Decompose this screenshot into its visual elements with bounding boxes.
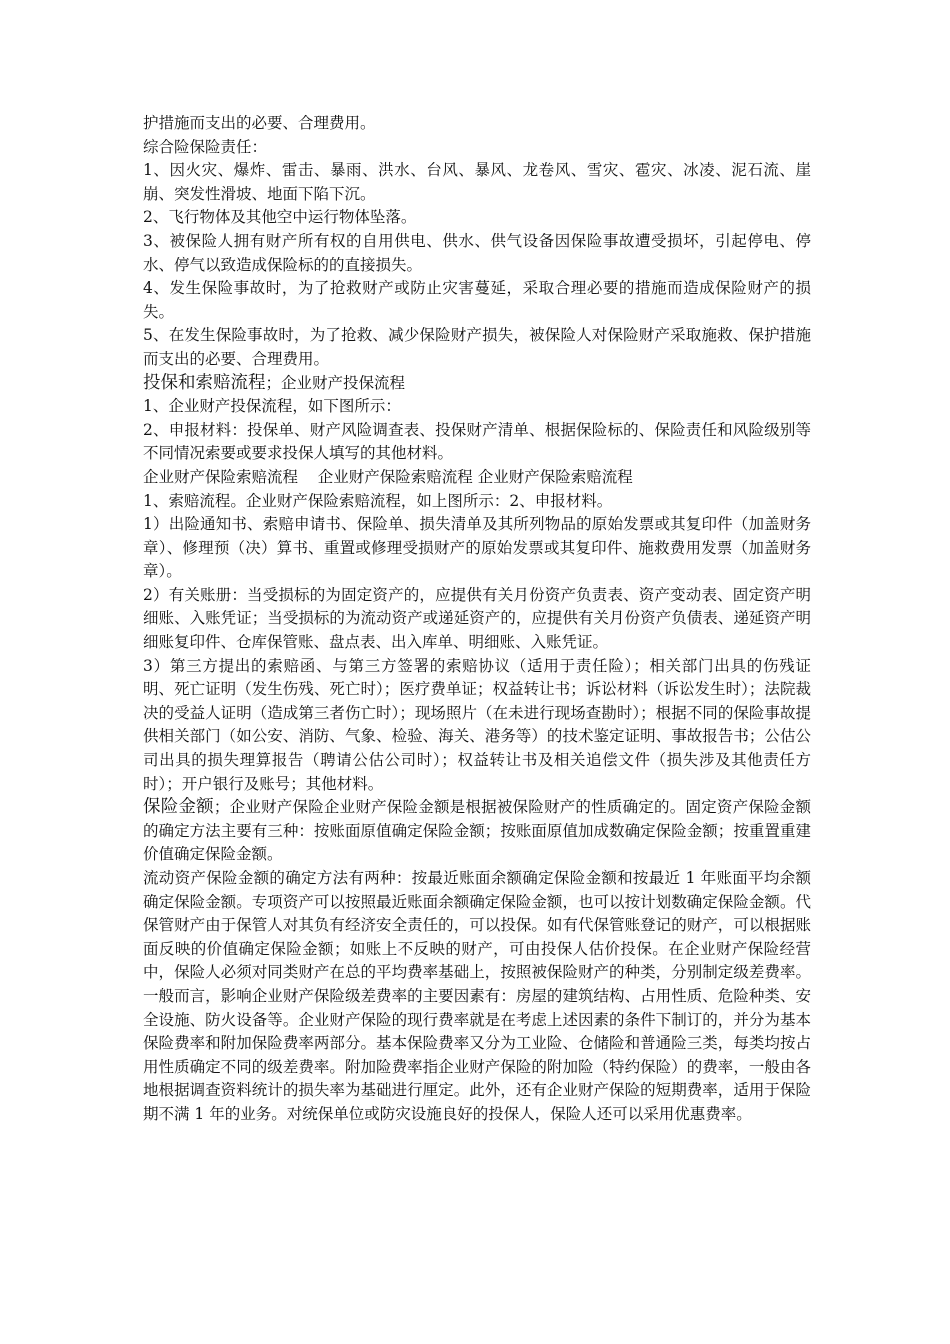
paragraph: 1、企业财产投保流程，如下图所示： — [143, 397, 401, 416]
section-heading-rest: ；企业财产投保流程 — [265, 373, 406, 392]
paragraph: 1、因火灾、爆炸、雷击、暴雨、洪水、台风、暴风、龙卷风、雪灾、雹灾、冰凌、泥石流、崖崩、突发性滑坡、地面下陷下沉。 — [143, 161, 811, 203]
paragraph: 3、被保险人拥有财产所有权的自用供电、供水、供气设备因保险事故遭受损坏，引起停电、停水、停气以致造成保险标的的直接损失。 — [143, 231, 811, 274]
section-heading-rest: ；企业财产保险企业财产保险金额是根据被保险财产的性质确定的。固定资产保险金额的确定方法主要有三种：按账面原值确定保险金额；按账面原值加成数确定保险金额；按重置重建价值确定保险金额。 — [143, 798, 812, 864]
section-heading: 保险金额 — [143, 797, 214, 818]
paragraph: 流动资产保险金额的确定方法有两种：按最近账面余额确定保险金额和按最近 1 年账面平均余额确定保险金额。专项资产可以按照最近账面余额确定保险金额，也可以按计划数确定保险金额。代保管财产由于保管人对其负有经济安全责任的，可以投保。如有代保管账登记的财产，可以根据账面反映的价值确定保险金额；如账上不反映的财产，可由投保人估价投保。在企业财产保险经营中，保险人必须对同类财产在总的平均费率基础上，按照被保险财产的种类，分别制定级差费率。一般而言，影响企业财产保险级差费率的主要因素有：房屋的建筑结构、占用性质、危险种类、安全设施、防火设备等。企业财产保险的现行费率就是在考虑上述因素的条件下制订的，并分为基本保险费率和附加保险费率两部分。基本保险费率又分为工业险、仓储险和普通险三类，每类均按占用性质确定不同的级差费率。附加险费率指企业财产保险的附加险（特约保险）的费率，一般由各地根据调查资料统计的损失率为基础进行厘定。此外，还有企业财产保险的短期费率，适用于保险期不满 1 年的业务。对统保单位或防灾设施良好的投保人，保险人还可以采用优惠费率。 — [143, 869, 811, 1123]
section-heading: 投保和索赔流程 — [143, 372, 266, 393]
claim-title: 企业财产保险索赔流程 — [143, 467, 299, 486]
paragraph: 综合险保险责任： — [143, 137, 268, 156]
paragraph: 4、发生保险事故时，为了抢救财产或防止灾害蔓延，采取合理必要的措施而造成保险财产的损失。 — [143, 279, 811, 321]
paragraph: 2、申报材料：投保单、财产风险调查表、投保财产清单、根据保险标的、保险责任和风险级别等不同情况索要或要求投保人填写的其他材料。 — [143, 420, 811, 463]
claim-title: 企业财产保险索赔流程 — [477, 467, 633, 486]
paragraph: 1）出险通知书、索赔申请书、保险单、损失清单及其所列物品的原始发票或其复印件（加盖财务章）、修理预（决）算书、重置或修理受损财产的原始发票或其复印件、施救费用发票（加盖财务章）。 — [143, 515, 811, 581]
paragraph: 1、索赔流程。企业财产保险索赔流程，如上图所示：2、申报材料。 — [143, 491, 613, 510]
section-invest-line — [143, 372, 811, 396]
section-amount-paragraph — [143, 796, 811, 867]
paragraph: 2、飞行物体及其他空中运行物体坠落。 — [143, 208, 417, 227]
claim-titles-line — [143, 466, 811, 490]
paragraph: 护措施而支出的必要、合理费用。 — [143, 114, 376, 132]
claim-title: 企业财产保险索赔流程 — [317, 467, 473, 486]
paragraph: 3）第三方提出的索赔函、与第三方签署的索赔协议（适用于责任险）；相关部门出具的伤残证明、死亡证明（发生伤残、死亡时）；医疗费单证；权益转让书；诉讼材料（诉讼发生时）；法院裁决的受益人证明（造成第三者伤亡时）；现场照片（在未进行现场查勘时）；根据不同的保险事故提供相关部门（如公安、消防、气象、检验、海关、港务等）的技术鉴定证明、事故报告书；公估公司出具的损失理算报告（聘请公估公司时）；权益转让书及相关追偿文件（损失涉及其他责任方时）；开户银行及账号；其他材料。 — [143, 656, 811, 793]
paragraph: 5、在发生保险事故时，为了抢救、减少保险财产损失，被保险人对保险财产采取施救、保护措施而支出的必要、合理费用。 — [143, 326, 811, 368]
paragraph: 2）有关账册：当受损标的为固定资产的，应提供有关月份资产负责表、资产变动表、固定资产明细账、入账凭证；当受损标的为流动资产或递延资产的，应提供有关月份资产负债表、递延资产明细账复印件、仓库保管账、盘点表、出入库单、明细账、入账凭证。 — [143, 585, 811, 652]
document-page — [143, 112, 811, 1127]
